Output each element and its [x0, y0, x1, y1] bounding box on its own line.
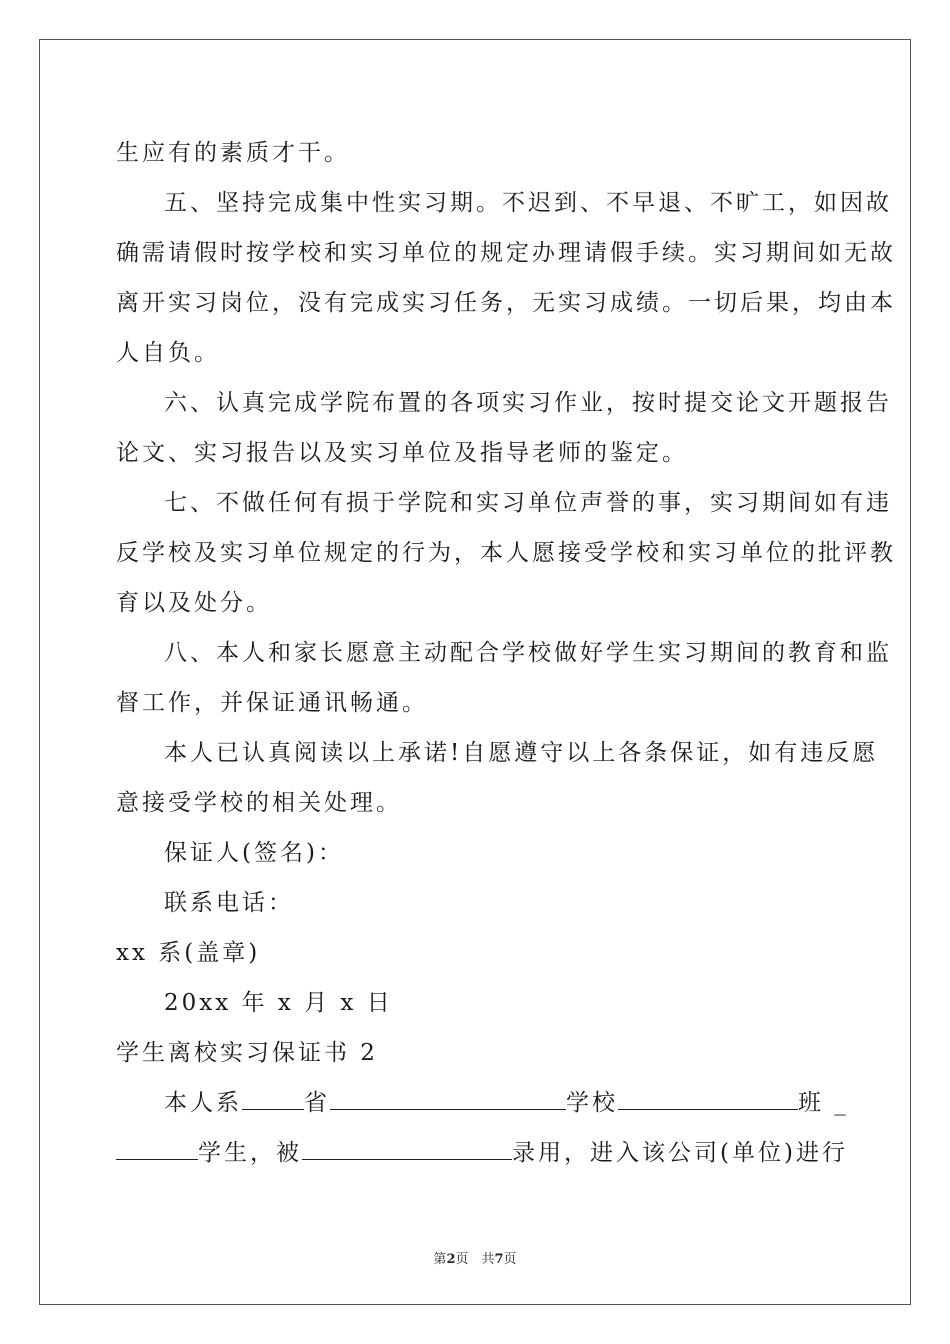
text-line: 反学校及实习单位规定的行为，本人愿接受学校和实习单位的批评教 — [116, 540, 896, 566]
blank-field-school[interactable] — [330, 1083, 566, 1110]
form-text: 班 _ — [798, 1090, 849, 1116]
document-body — [116, 128, 896, 1178]
form-line-1 — [116, 1078, 849, 1128]
form-line-2 — [116, 1128, 848, 1178]
section-title: 学生离校实习保证书 2 — [116, 1040, 378, 1066]
page-footer — [0, 1248, 950, 1267]
phone-label: 联系电话： — [164, 890, 294, 916]
signature-label: 保证人(签名)： — [164, 840, 344, 866]
blank-field-class[interactable] — [618, 1083, 798, 1110]
footer-text: 页 共 — [455, 1252, 495, 1267]
form-text: 本人系 — [164, 1090, 242, 1116]
date-line: 20xx 年 x 月 x 日 — [164, 990, 393, 1016]
blank-field-province[interactable] — [242, 1083, 304, 1110]
form-text: 录用，进入该公司(单位)进行 — [512, 1140, 848, 1166]
text-line: 五、坚持完成集中性实习期。不迟到、不早退、不旷工，如因故 — [164, 190, 892, 216]
text-line: 本人已认真阅读以上承诺!自愿遵守以上各条保证，如有违反愿 — [164, 740, 879, 766]
footer-text: 第 — [433, 1252, 447, 1267]
text-line: 论文、实习报告以及实习单位及指导老师的鉴定。 — [116, 440, 688, 466]
page-total: 7 — [494, 1252, 504, 1267]
text-line: 离开实习岗位，没有完成实习任务，无实习成绩。一切后果，均由本 — [116, 290, 896, 316]
form-text: 省 — [304, 1090, 330, 1116]
text-line: 生应有的素质才干。 — [116, 140, 350, 166]
text-line: 确需请假时按学校和实习单位的规定办理请假手续。实习期间如无故 — [116, 240, 896, 266]
blank-field-class-cont[interactable] — [116, 1133, 198, 1160]
text-line: 六、认真完成学院布置的各项实习作业，按时提交论文开题报告 — [164, 390, 892, 416]
page-number: 2 — [446, 1252, 456, 1267]
text-line: 七、不做任何有损于学院和实习单位声誉的事，实习期间如有违 — [164, 490, 892, 516]
footer-text: 页 — [503, 1252, 517, 1267]
form-text: 学校 — [566, 1090, 618, 1116]
text-line: 督工作，并保证通讯畅通。 — [116, 690, 428, 716]
form-text: 学生，被 — [198, 1140, 302, 1166]
text-line: 育以及处分。 — [116, 590, 272, 616]
text-line: 八、本人和家长愿意主动配合学校做好学生实习期间的教育和监 — [164, 640, 892, 666]
text-line: 意接受学校的相关处理。 — [116, 790, 402, 816]
blank-field-company[interactable] — [302, 1133, 512, 1160]
department-seal-label: xx 系(盖章) — [116, 940, 261, 966]
text-line: 人自负。 — [116, 340, 220, 366]
